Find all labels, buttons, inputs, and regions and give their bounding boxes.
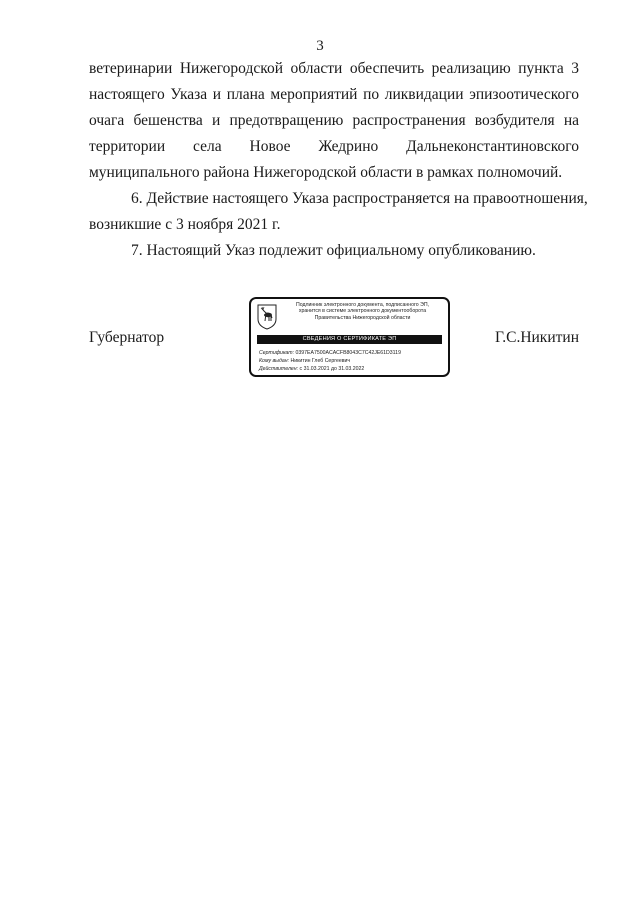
text-line: настоящего Указа и плана мероприятий по ликвидации эпизоотического xyxy=(89,86,579,103)
stamp-header-line: Правительства Нижегородской области xyxy=(314,314,411,321)
signatory-name: Г.С.Никитин xyxy=(495,329,579,346)
paragraph-continuation xyxy=(89,56,579,186)
text-line: очага бешенства и предотвращению распространения возбудителя на xyxy=(89,112,579,129)
signature-block xyxy=(89,297,579,381)
issued-to-label: Кому выдан: xyxy=(259,358,290,364)
text-line: муниципального района Нижегородской области в рамках полномочий. xyxy=(89,164,563,181)
paragraph-item-6 xyxy=(89,186,588,238)
validity-row xyxy=(259,365,401,373)
certificate-label: Сертификат: xyxy=(259,350,295,356)
document-body xyxy=(89,56,588,264)
stamp-header xyxy=(277,302,448,321)
stamp-details xyxy=(259,349,401,373)
issued-to-value: Никитин Глеб Сергеевич xyxy=(290,358,351,364)
text-line: ветеринарии Нижегородской области обеспечить реализацию пункта 3 xyxy=(89,60,579,77)
stamp-title-bar: СВЕДЕНИЯ О СЕРТИФИКАТЕ ЭП xyxy=(257,335,442,344)
stamp-header-line: хранится в системе электронного документооборота xyxy=(298,308,427,315)
stamp-header-line: Подлинник электронного документа, подписанного ЭП, xyxy=(295,302,429,308)
deer-emblem-icon xyxy=(257,304,277,330)
text-line: территории села Новое Жедрино Дальнеконстантиновского xyxy=(89,138,579,155)
certificate-value: 0397EA7500ACACFB8043C7C42JE61D3119 xyxy=(295,350,401,356)
text-line: 6. Действие настоящего Указа распространяется на правоотношения, xyxy=(131,190,588,207)
text-line: возникшие с 3 ноября 2021 г. xyxy=(89,216,281,233)
page-number: 3 xyxy=(316,38,324,54)
signatory-position: Губернатор xyxy=(89,329,165,346)
text-line: 7. Настоящий Указ подлежит официальному опубликованию. xyxy=(131,242,536,259)
issued-to-row xyxy=(259,357,401,365)
certificate-row xyxy=(259,349,401,357)
paragraph-item-7 xyxy=(89,238,579,264)
electronic-signature-stamp xyxy=(249,297,450,377)
validity-label: Действителен: xyxy=(259,366,299,372)
validity-value: с 31.03.2021 до 31.03.2022 xyxy=(299,366,365,372)
